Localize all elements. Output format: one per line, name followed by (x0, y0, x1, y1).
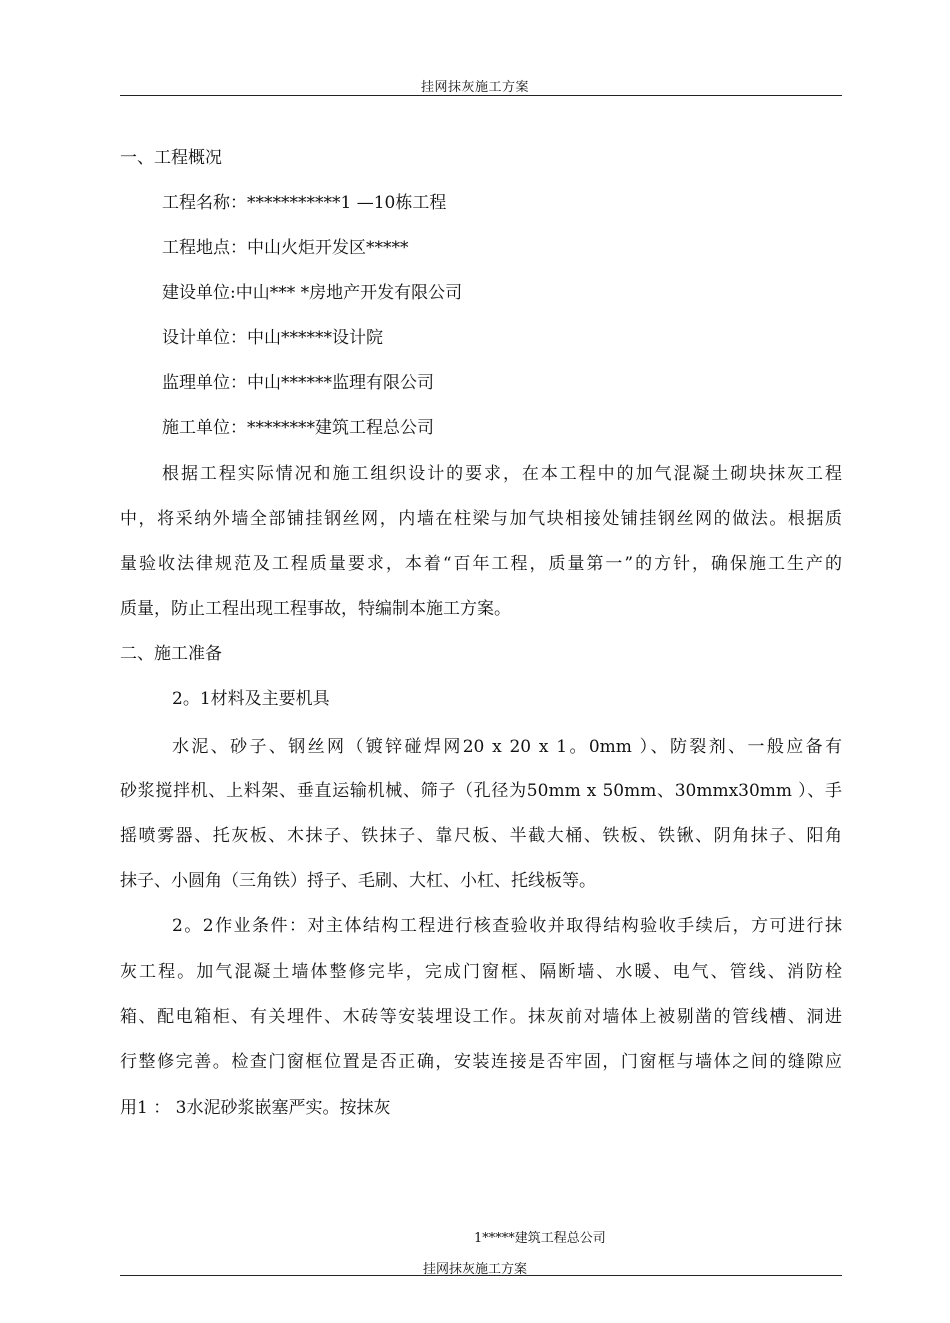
intro-paragraph-line: 量验收法律规范及工程质量要求，本着“百年工程，质量第一”的方针，确保施工生产的 (120, 554, 842, 574)
project-location: 工程地点：中山火炬开发区***** (162, 238, 409, 258)
intro-paragraph-line: 质量，防止工程出现工程事故，特编制本施工方案。 (120, 599, 511, 619)
materials-line: 抹子、小圆角（三角铁）捋子、毛刷、大杠、小杠、托线板等。 (120, 871, 596, 891)
materials-line: 水泥、砂子、钢丝网（镀锌碰焊网20 x 20 x 1。0mm ）、防裂剂、一般应备有 (172, 737, 842, 757)
conditions-line: 箱、配电箱柜、有关埋件、木砖等安装埋设工作。抹灰前对墙体上被剔凿的管线槽、洞进 (120, 1007, 842, 1027)
section-2-heading: 二、施工准备 (120, 644, 222, 664)
intro-paragraph-line: 中，将采纳外墙全部铺挂钢丝网，内墙在柱梁与加气块相接处铺挂钢丝网的做法。根据质 (120, 509, 842, 529)
document-body (120, 0, 842, 1323)
intro-paragraph-line: 根据工程实际情况和施工组织设计的要求，在本工程中的加气混凝土砌块抹灰工程 (162, 464, 842, 484)
contractor: 施工单位：********建筑工程总公司 (162, 418, 434, 438)
footer-rule (120, 1275, 842, 1276)
section-1-heading: 一、工程概况 (120, 148, 222, 168)
page-header-title: 挂网抹灰施工方案 (420, 80, 529, 95)
conditions-line: 行整修完善。检查门窗框位置是否正确，安装连接是否牢固，门窗框与墙体之间的缝隙应 (120, 1052, 842, 1072)
subsection-2-1-heading: 2。1材料及主要机具 (172, 689, 330, 709)
materials-line: 砂浆搅拌机、上料架、垂直运输机械、筛子（孔径为50mm x 50mm、30mmx30mm ）、手 (120, 781, 842, 801)
materials-line: 摇喷雾器、托灰板、木抹子、铁抹子、靠尺板、半截大桶、铁板、铁锹、阴角抹子、阳角 (120, 826, 842, 846)
designer: 设计单位：中山******设计院 (162, 328, 383, 348)
supervisor: 监理单位：中山******监理有限公司 (162, 373, 434, 393)
conditions-line: 2。2作业条件：对主体结构工程进行核查验收并取得结构验收手续后，方可进行抹 (172, 916, 842, 936)
conditions-line: 灰工程。加气混凝土墙体整修完毕，完成门窗框、隔断墙、水暖、电气、管线、消防栓 (120, 962, 842, 982)
developer: 建设单位:中山*** *房地产开发有限公司 (162, 283, 463, 303)
conditions-line: 用1 ： 3水泥砂浆嵌塞严实。按抹灰 (120, 1098, 391, 1118)
footer-company: 1*****建筑工程总公司 (474, 1231, 606, 1246)
project-name: 工程名称：***********1 —10栋工程 (162, 193, 447, 213)
footer-title: 挂网抹灰施工方案 (422, 1262, 527, 1277)
